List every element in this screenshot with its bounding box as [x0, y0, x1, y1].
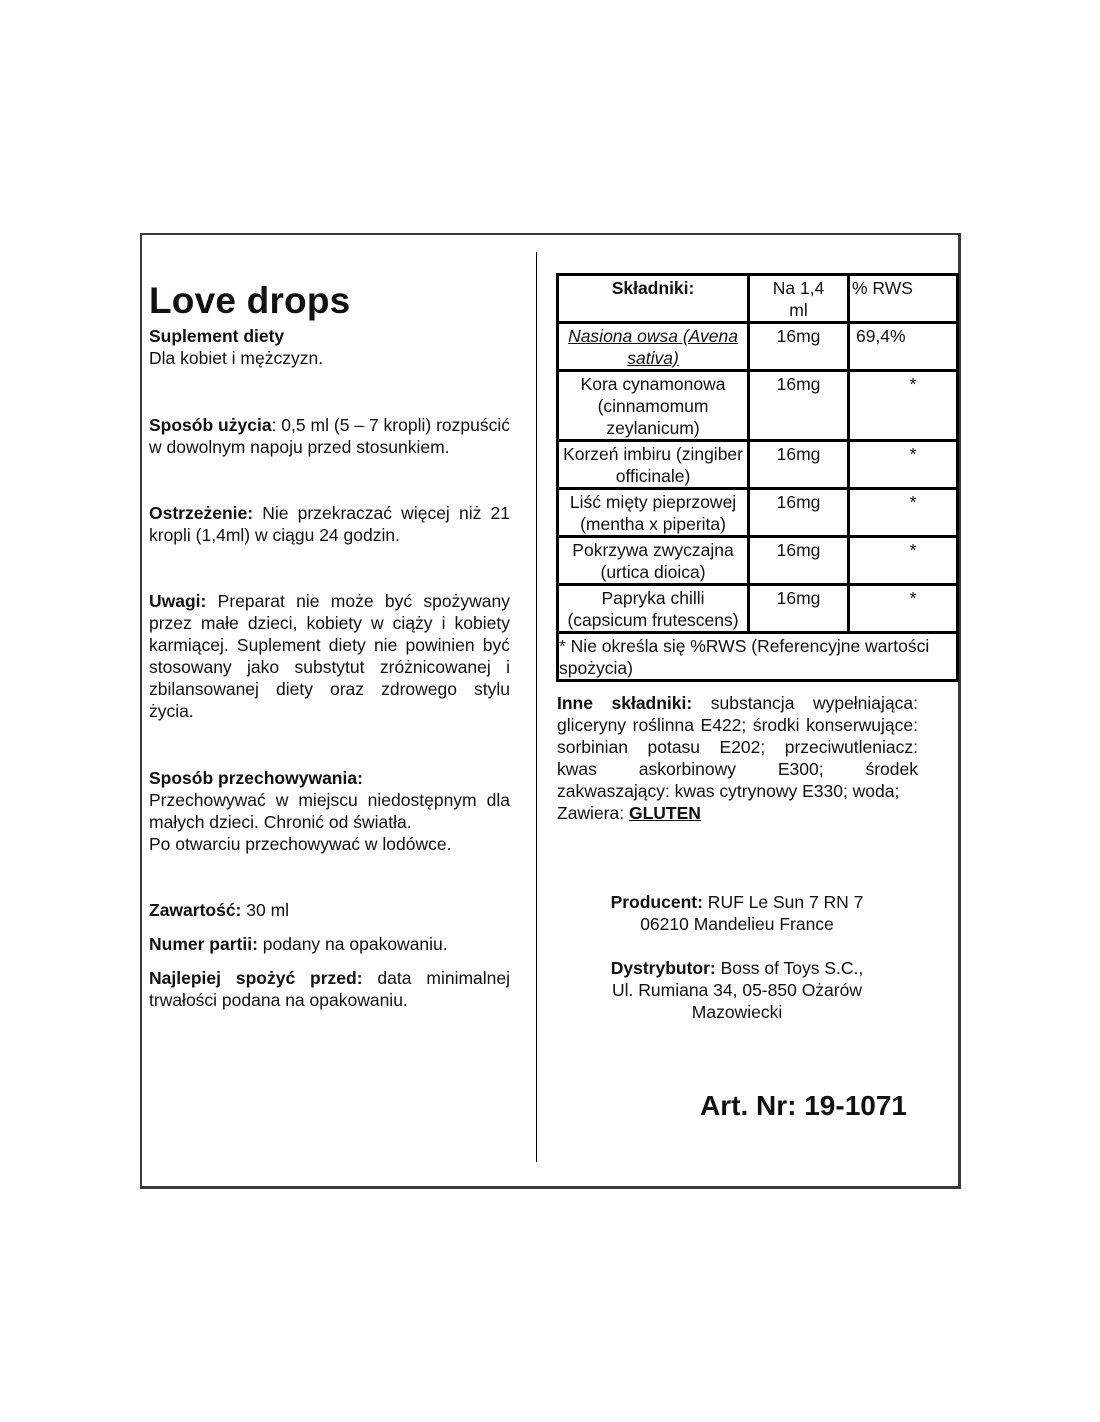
producer-label: Producent:: [610, 892, 703, 912]
header-rws: % RWS: [848, 275, 957, 323]
table-row: [558, 323, 958, 371]
audience-text: Dla kobiet i mężczyzn.: [149, 348, 324, 368]
storage-line2: Po otwarciu przechowywać w lodówce.: [149, 834, 452, 854]
warning-section: [149, 502, 510, 546]
allergen-gluten: GLUTEN: [628, 803, 701, 823]
distributor-name: Boss of Toys S.C.,: [715, 958, 864, 978]
product-title: Love drops: [149, 280, 351, 321]
content-label: Zawartość:: [149, 900, 242, 920]
header-ingredients: Składniki:: [558, 275, 749, 323]
ingredient-rws: *: [848, 585, 957, 633]
distributor-label: Dystrybutor:: [610, 958, 716, 978]
ingredient-rws: 69,4%: [848, 323, 957, 371]
ingredient-rws: *: [848, 489, 957, 537]
ingredient-name: Liść mięty pieprzowej (mentha x piperita): [558, 489, 749, 537]
ingredient-rws: *: [848, 371, 957, 441]
notes-label: Uwagi:: [149, 591, 207, 611]
ingredient-rws: *: [848, 537, 957, 585]
notes-section: [149, 590, 510, 722]
ingredient-amount: 16mg: [749, 537, 849, 585]
ingredient-amount: 16mg: [749, 489, 849, 537]
producer-block: [556, 891, 918, 1023]
table-row: [558, 371, 958, 441]
table-header-row: [558, 275, 958, 323]
best-before-label: Najlepiej spożyć przed:: [149, 968, 363, 988]
contains-label: Zawiera:: [557, 803, 629, 823]
rws-footnote: * Nie określa się %RWS (Referencyjne wartości spożycia): [558, 633, 958, 681]
header-amount: Na 1,4 ml: [749, 275, 849, 323]
warning-text: Nie przekraczać więcej niż 21 kropli (1,4ml) w ciągu 24 godzin.: [149, 503, 510, 545]
ingredient-name: Pokrzywa zwyczajna (urtica dioica): [558, 537, 749, 585]
left-column: [149, 280, 510, 1011]
other-ingredients-list: substancja wypełniająca: gliceryny roślinna E422; środki konserwujące: sorbinian potasu E202; przeciwutleniacz: kwas askorbinowy E300; środek zakwaszający: kwas cytrynowy E330; woda;: [557, 693, 919, 801]
storage-line1: Przechowywać w miejscu niedostępnym dla małych dzieci. Chronić od światła.: [149, 790, 510, 832]
usage-text: : 0,5 ml (5 – 7 kropli) rozpuścić w dowolnym napoju przed stosunkiem.: [149, 415, 511, 457]
table-row: [558, 489, 958, 537]
article-number: Art. Nr: 19-1071: [700, 1090, 907, 1121]
distributor-line2: Ul. Rumiana 34, 05-850 Ożarów: [612, 980, 862, 1000]
content-text: 30 ml: [241, 900, 290, 920]
batch-text: podany na opakowaniu.: [257, 934, 448, 954]
table-row: [558, 537, 958, 585]
ingredient-rws: *: [848, 441, 957, 489]
distributor-line3: Mazowiecki: [691, 1002, 783, 1022]
usage-section: [149, 414, 510, 458]
batch-label: Numer partii:: [149, 934, 258, 954]
best-before-section: [149, 967, 510, 1011]
ingredients-table-wrap: [556, 273, 959, 682]
table-row: [558, 585, 958, 633]
warning-label: Ostrzeżenie:: [149, 503, 254, 523]
notes-text: Preparat nie może być spożywany przez małe dzieci, kobiety w ciąży i kobiety karmiącej. Suplement diety nie powinien być stosowany jako substytut zróżnicowanej i zbilansowanej diety oraz zdrowego stylu życia.: [149, 591, 510, 721]
ingredient-amount: 16mg: [749, 323, 849, 371]
best-before-text: data minimalnej trwałości podana na opakowaniu.: [149, 968, 511, 1010]
ingredient-name: Kora cynamonowa (cinnamomum zeylanicum): [558, 371, 749, 441]
ingredients-table: [556, 273, 959, 682]
producer-line1: [556, 891, 918, 913]
ingredient-name: Nasiona owsa (Avena sativa): [558, 323, 749, 371]
batch-section: [149, 933, 510, 955]
other-ingredients: [557, 692, 918, 824]
table-footnote-row: [558, 633, 958, 681]
ingredient-amount: 16mg: [749, 371, 849, 441]
producer-name: RUF Le Sun 7 RN 7: [702, 892, 864, 912]
other-ingredients-label: Inne składniki:: [557, 693, 693, 713]
ingredient-name: Korzeń imbiru (zingiber officinale): [558, 441, 749, 489]
storage-label: Sposób przechowywania:: [149, 768, 363, 788]
distributor-line1: [556, 957, 918, 979]
other-ingredients-text: [557, 692, 918, 802]
ingredient-amount: 16mg: [749, 441, 849, 489]
producer-line2: 06210 Mandelieu France: [640, 914, 834, 934]
product-subtitle: Suplement diety: [149, 326, 285, 346]
table-row: [558, 441, 958, 489]
ingredient-name: Papryka chilli (capsicum frutescens): [558, 585, 749, 633]
storage-section: [149, 767, 510, 855]
usage-label: Sposób użycia: [149, 415, 272, 435]
ingredient-amount: 16mg: [749, 585, 849, 633]
contains-line: [557, 802, 918, 824]
content-section: [149, 899, 510, 921]
column-divider: [536, 252, 537, 1162]
